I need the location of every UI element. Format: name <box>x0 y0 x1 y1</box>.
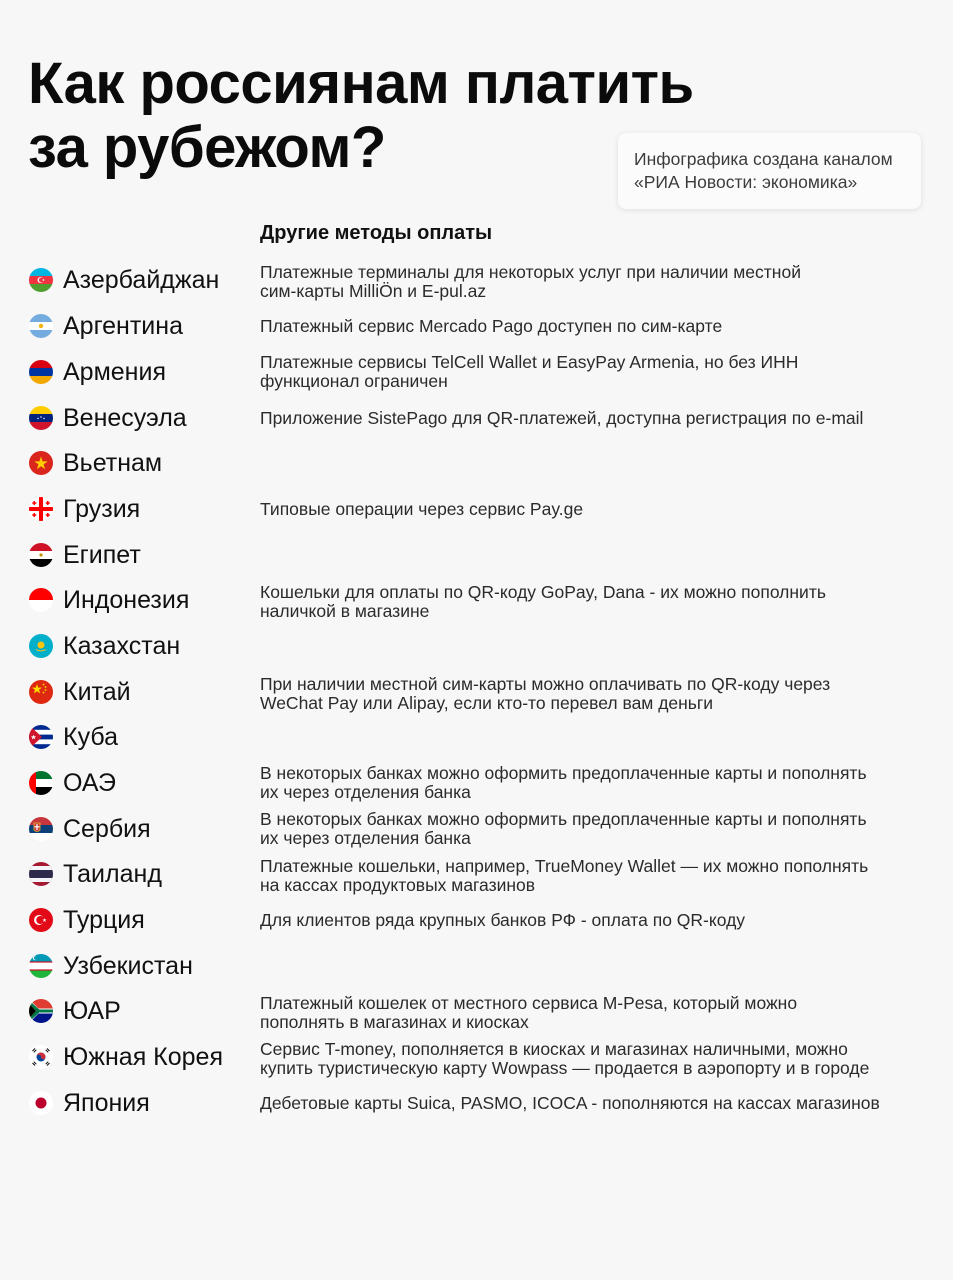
indonesia-flag-icon <box>29 588 53 612</box>
country-name: Аргентина <box>63 312 183 340</box>
country-name: ОАЭ <box>63 769 116 797</box>
country-name: Южная Корея <box>63 1043 223 1071</box>
country-name: Узбекистан <box>63 952 193 980</box>
country-name: Азербайджан <box>63 266 220 294</box>
country-name: Таиланд <box>63 860 162 888</box>
country-name: Сербия <box>63 815 151 843</box>
payment-description: В некоторых банках можно оформить предоплаченные карты и пополнять их через отделения банка <box>260 809 867 848</box>
azerbaijan-flag-icon <box>29 268 53 292</box>
payment-description: Сервис T-money, пополняется в киосках и магазинах наличными, можно купить туристическую карту Wowpass — продается в аэропорту и в городе <box>260 1039 870 1078</box>
payment-description: Приложение SistePago для QR-платежей, доступна регистрация по e-mail <box>260 408 864 428</box>
country-name: Турция <box>63 906 145 934</box>
payment-description: Платежные терминалы для некоторых услуг при наличии местной сим-карты MilliÖn и E-pul.az <box>260 262 801 301</box>
japan-flag-icon <box>29 1091 53 1115</box>
country-name: Куба <box>63 723 118 751</box>
source-note-line-1: Инфографика создана каналом <box>634 149 893 169</box>
payment-description: Типовые операции через сервис Pay.ge <box>260 499 584 519</box>
uae-flag-icon <box>29 771 53 795</box>
payment-description: Для клиентов ряда крупных банков РФ - оплата по QR-коду <box>260 910 746 930</box>
payment-description: Платежный кошелек от местного сервиса M-Pesa, который можно пополнять в магазинах и киосках <box>260 993 798 1032</box>
kazakhstan-flag-icon <box>29 634 53 658</box>
country-name: Япония <box>63 1089 150 1117</box>
country-name: Египет <box>63 541 141 569</box>
country-name: Казахстан <box>63 632 181 660</box>
egypt-flag-icon <box>29 543 53 567</box>
turkey-flag-icon <box>29 908 53 932</box>
column-header: Другие методы оплаты <box>260 222 493 244</box>
country-name: ЮАР <box>63 997 121 1025</box>
country-name: Грузия <box>63 495 141 523</box>
payment-description: Платежный сервис Mercado Pago доступен по сим-карте <box>260 316 723 336</box>
country-name: Индонезия <box>63 586 190 614</box>
cuba-flag-icon <box>29 725 53 749</box>
page-title-line-2: за рубежом? <box>28 115 386 180</box>
south-africa-flag-icon <box>29 999 53 1023</box>
source-note-line-2: «РИА Новости: экономика» <box>634 172 858 192</box>
venezuela-flag-icon <box>29 406 53 430</box>
uzbekistan-flag-icon <box>29 954 53 978</box>
georgia-flag-icon <box>29 497 53 521</box>
payment-description: Кошельки для оплаты по QR-коду GoPay, Dana - их можно пополнить наличкой в магазине <box>260 582 826 621</box>
source-note <box>618 133 921 209</box>
country-name: Армения <box>63 358 166 386</box>
armenia-flag-icon <box>29 360 53 384</box>
china-flag-icon <box>29 680 53 704</box>
country-name: Венесуэла <box>63 404 187 432</box>
page-title <box>28 52 694 180</box>
thailand-flag-icon <box>29 862 53 886</box>
payment-description: Дебетовые карты Suica, PASMO, ICOCA - пополняются на кассах магазинов <box>260 1093 880 1113</box>
south-korea-flag-icon <box>29 1045 53 1069</box>
payment-description: В некоторых банках можно оформить предоплаченные карты и пополнять их через отделения банка <box>260 763 867 802</box>
vietnam-flag-icon <box>29 451 53 475</box>
payment-description: При наличии местной сим-карты можно оплачивать по QR-коду через WeChat Pay или Alipay, если кто-то перевел вам деньги <box>260 674 831 713</box>
payment-description: Платежные сервисы TelCell Wallet и EasyPay Armenia, но без ИНН функционал ограничен <box>260 352 799 391</box>
payment-description: Платежные кошельки, например, TrueMoney Wallet — их можно пополнять на кассах продуктовых магазинов <box>260 856 869 895</box>
country-name: Китай <box>63 678 131 706</box>
argentina-flag-icon <box>29 314 53 338</box>
country-name: Вьетнам <box>63 449 163 477</box>
page-title-line-1: Как россиянам платить <box>28 51 694 116</box>
serbia-flag-icon <box>29 817 53 841</box>
